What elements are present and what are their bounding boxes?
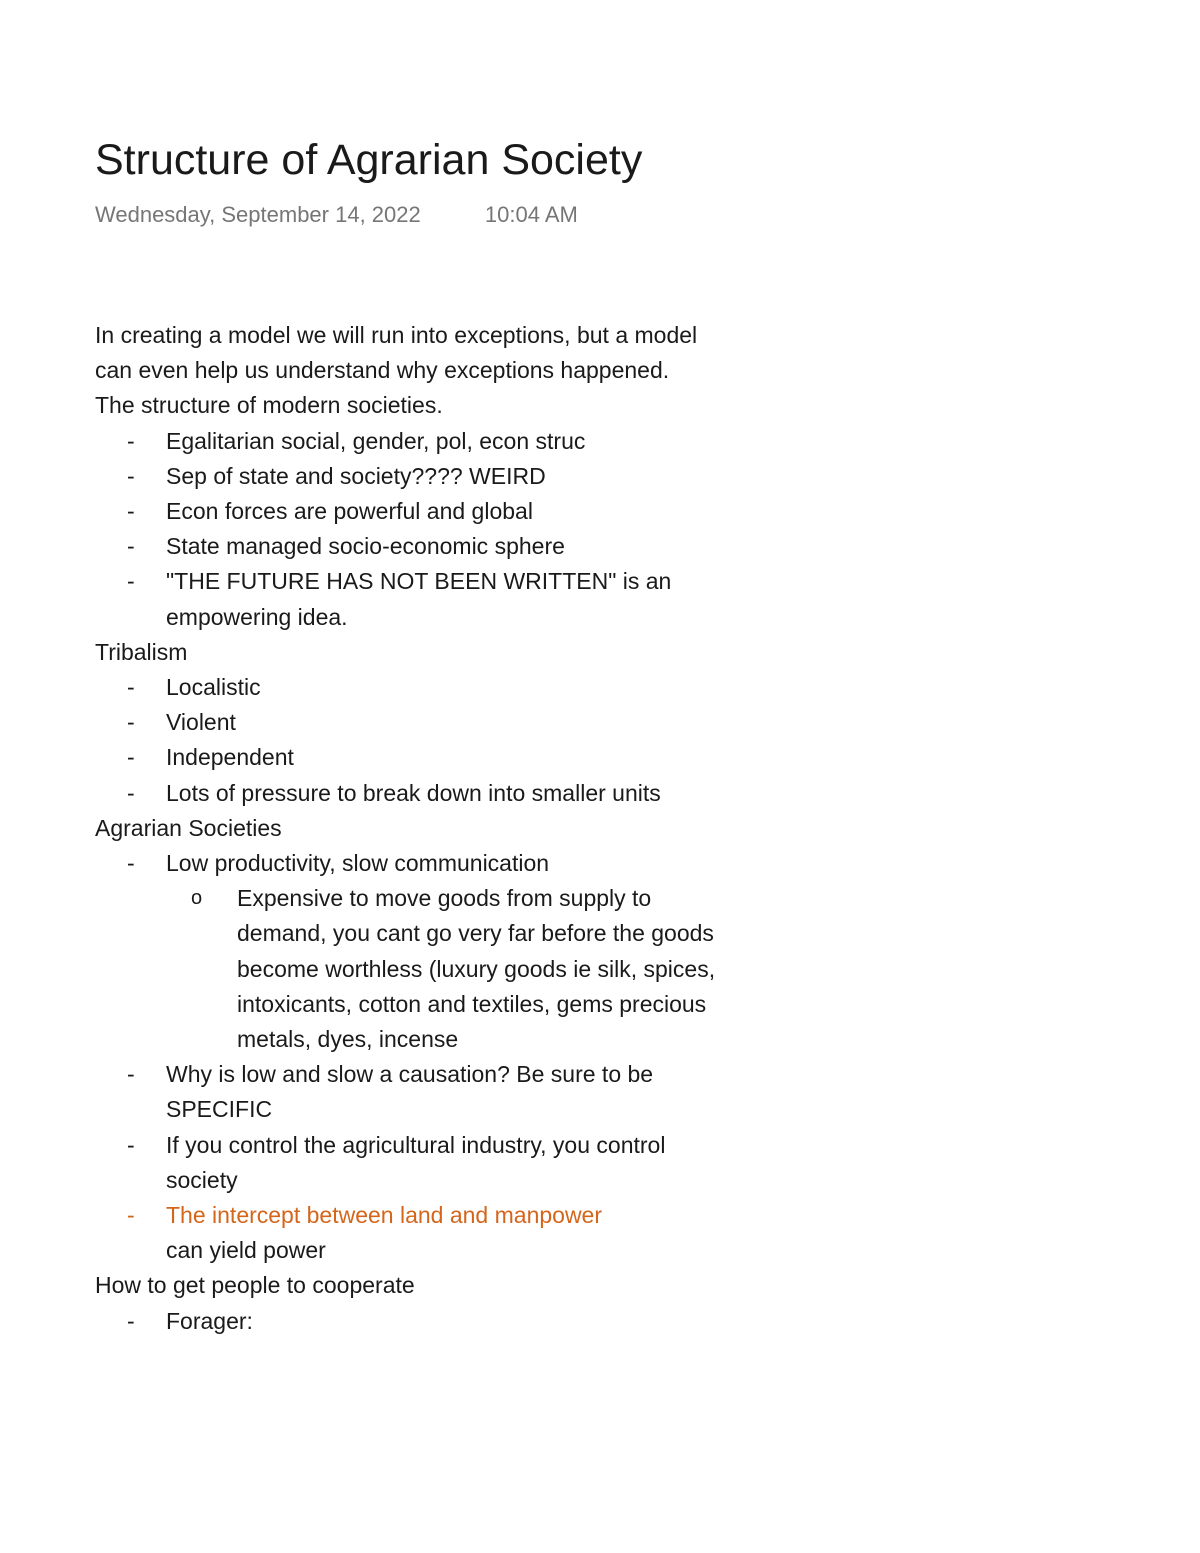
- modern-list: [95, 424, 735, 635]
- page-title: Structure of Agrarian Society: [95, 136, 643, 184]
- list-item-text: Why is low and slow a causation? Be sure to be SPECIFIC: [166, 1061, 654, 1123]
- modern-heading: The structure of modern societies.: [95, 392, 443, 419]
- list-item: [95, 564, 735, 634]
- list-item-text: Econ forces are powerful and global: [166, 498, 533, 525]
- dash-bullet: -: [127, 850, 135, 877]
- circle-bullet: o: [191, 887, 203, 910]
- list-item-text: "THE FUTURE HAS NOT BEEN WRITTEN" is an empowering idea.: [166, 568, 672, 630]
- list-item-text: can yield power: [166, 1237, 326, 1264]
- list-item-text: Sep of state and society???? WEIRD: [166, 462, 546, 489]
- list-item-text: Lots of pressure to break down into smaller units: [166, 779, 661, 806]
- list-item-text: If you control the agricultural industry, you control society: [166, 1131, 666, 1193]
- list-item: [95, 459, 735, 494]
- list-item: [95, 776, 735, 811]
- list-item: [95, 846, 735, 1057]
- list-item-text: Egalitarian social, gender, pol, econ struc: [166, 427, 586, 454]
- dash-bullet: -: [127, 1131, 135, 1158]
- dash-bullet: -: [127, 498, 135, 525]
- note-body: [95, 318, 735, 1339]
- highlighted-text: The intercept between land and manpower: [166, 1202, 603, 1229]
- note-page: [95, 130, 735, 1339]
- intro-paragraph: In creating a model we will run into exceptions, but a model can even help us understand why exceptions happened.: [95, 322, 698, 384]
- note-time: 10:04 AM: [484, 202, 578, 227]
- cooperate-heading: How to get people to cooperate: [95, 1272, 415, 1299]
- sub-list-item: [166, 881, 735, 1057]
- list-item-text: Forager:: [166, 1307, 253, 1334]
- dash-bullet: -: [127, 1307, 135, 1334]
- dash-bullet: -: [127, 744, 135, 771]
- cooperate-list: [95, 1304, 735, 1339]
- list-item: [95, 424, 735, 459]
- list-item: [95, 494, 735, 529]
- list-item: [95, 1057, 735, 1127]
- dash-bullet: -: [127, 779, 135, 806]
- list-item-text: Violent: [166, 709, 236, 736]
- list-item: [95, 740, 735, 775]
- dash-bullet: -: [127, 568, 135, 595]
- dash-bullet: -: [127, 462, 135, 489]
- dash-bullet: -: [127, 1061, 135, 1088]
- list-item-text: Independent: [166, 744, 294, 771]
- list-item: [95, 529, 735, 564]
- sub-list-item-text: Expensive to move goods from supply to demand, you cant go very far before the goods become worthless (luxury goods ie silk, spices, intoxicants, cotton and textiles, gems precious metals, dyes, incense: [237, 885, 716, 1053]
- list-item: [95, 1304, 735, 1339]
- dash-bullet: -: [127, 709, 135, 736]
- agrarian-sub-list: [166, 881, 735, 1057]
- agrarian-list: [95, 846, 735, 1268]
- tribalism-heading: Tribalism: [95, 638, 188, 665]
- list-item: [95, 1128, 735, 1198]
- agrarian-heading: Agrarian Societies: [95, 814, 282, 841]
- dash-bullet: -: [127, 427, 135, 454]
- list-item-text: State managed socio-economic sphere: [166, 533, 565, 560]
- dash-bullet: -: [127, 674, 135, 701]
- dash-bullet: -: [127, 533, 135, 560]
- list-item-text: Localistic: [166, 674, 261, 701]
- list-item: [95, 1198, 735, 1268]
- tribalism-list: [95, 670, 735, 811]
- list-item: [95, 705, 735, 740]
- dash-bullet-highlight: -: [127, 1202, 135, 1229]
- note-date: Wednesday, September 14, 2022: [95, 202, 421, 227]
- list-item-text: Low productivity, slow communication: [166, 850, 550, 877]
- list-item: [95, 670, 735, 705]
- note-timestamp: [95, 200, 735, 230]
